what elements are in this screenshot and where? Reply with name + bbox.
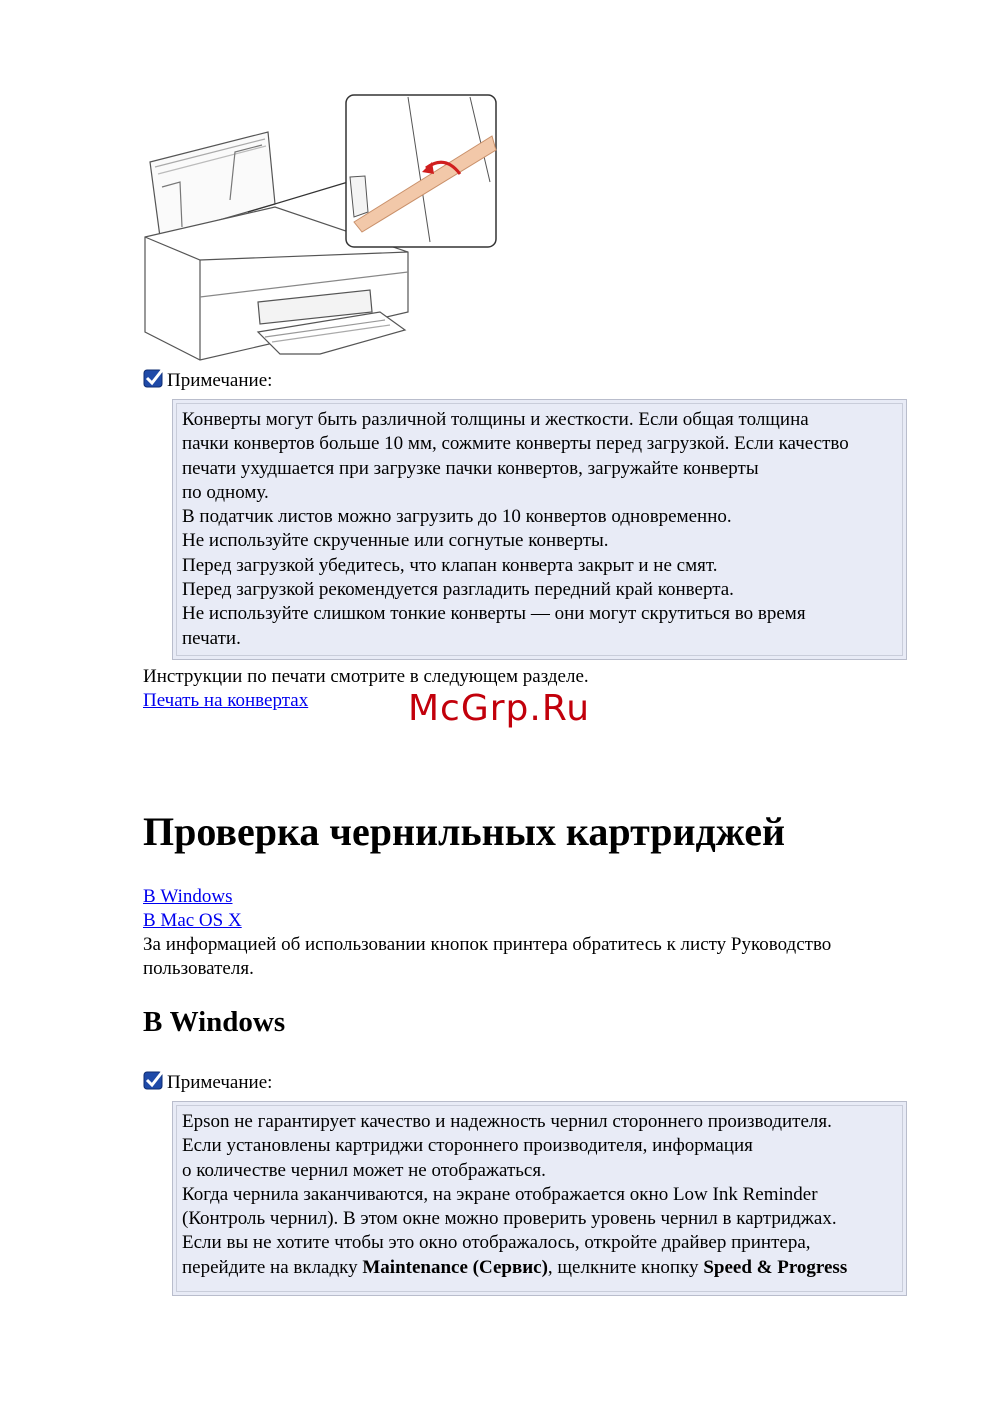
speed-progress-button-label: Speed & Progress	[703, 1256, 848, 1278]
note-line: Не используйте слишком тонкие конверты — они могут скрутиться во время	[182, 603, 806, 625]
note-line: Если вы не хотите чтобы это окно отображалось, откройте драйвер принтера,	[182, 1232, 811, 1254]
note-line: Когда чернила заканчиваются, на экране отображается окно Low Ink Reminder	[182, 1183, 818, 1205]
checkmark-note-icon	[143, 367, 165, 389]
note-box-ink	[172, 1101, 907, 1296]
note-label: Примечание:	[167, 370, 273, 391]
note-line: Конверты могут быть различной толщины и жесткости. Если общая толщина	[182, 409, 809, 430]
note-line: печати ухудшается при загрузке пачки конвертов, загружайте конверты	[182, 457, 759, 479]
macos-link[interactable]: В Mac OS X	[143, 910, 242, 931]
windows-link-row	[143, 885, 233, 909]
windows-link[interactable]: В Windows	[143, 886, 233, 907]
info-line: пользователя.	[143, 958, 254, 980]
maintenance-tab-label: Maintenance (Сервис)	[362, 1256, 548, 1278]
print-envelopes-link-row	[143, 689, 308, 713]
note-line: Epson не гарантирует качество и надежность чернил стороннего производителя.	[182, 1111, 832, 1132]
note-text: перейдите на вкладку	[182, 1256, 363, 1278]
print-envelopes-link[interactable]: Печать на конвертах	[143, 690, 309, 711]
instructions-text: Инструкции по печати смотрите в следующем разделе.	[143, 666, 589, 687]
note-line: (Контроль чернил). В этом окне можно проверить уровень чернил в картриджах.	[182, 1208, 837, 1230]
note-line: В податчик листов можно загрузить до 10 конвертов одновременно.	[182, 506, 732, 528]
info-line: За информацией об использовании кнопок принтера обратитесь к листу Руководство	[143, 934, 832, 955]
note-line: Если установлены картриджи стороннего производителя, информация	[182, 1135, 753, 1157]
note-header	[143, 1072, 272, 1094]
note-box-envelopes	[172, 399, 907, 660]
watermark: McGrp.Ru	[408, 688, 591, 729]
note-line: Перед загрузкой убедитесь, что клапан конверта закрыт и не смят.	[182, 554, 718, 576]
info-paragraph	[143, 933, 831, 982]
note-label: Примечание:	[167, 1072, 273, 1093]
printer-envelope-illustration	[140, 92, 505, 367]
subsection-title: В Windows	[143, 1006, 286, 1038]
note-line: Перед загрузкой рекомендуется разгладить передний край конверта.	[182, 579, 734, 601]
checkmark-note-icon	[143, 1069, 165, 1091]
note-line: Не используйте скрученные или согнутые конверты.	[182, 530, 609, 552]
section-title: Проверка чернильных картриджей	[143, 809, 786, 854]
note-line: печати.	[182, 627, 241, 649]
note-header	[143, 370, 272, 392]
note-line: пачки конвертов больше 10 мм, сожмите конверты перед загрузкой. Если качество	[182, 433, 849, 455]
note-line	[182, 1256, 896, 1280]
note-line: по одному.	[182, 481, 269, 503]
note-text: , щелкните кнопку	[547, 1256, 704, 1278]
macos-link-row	[143, 909, 242, 933]
note-line: о количестве чернил может не отображаться.	[182, 1159, 546, 1181]
